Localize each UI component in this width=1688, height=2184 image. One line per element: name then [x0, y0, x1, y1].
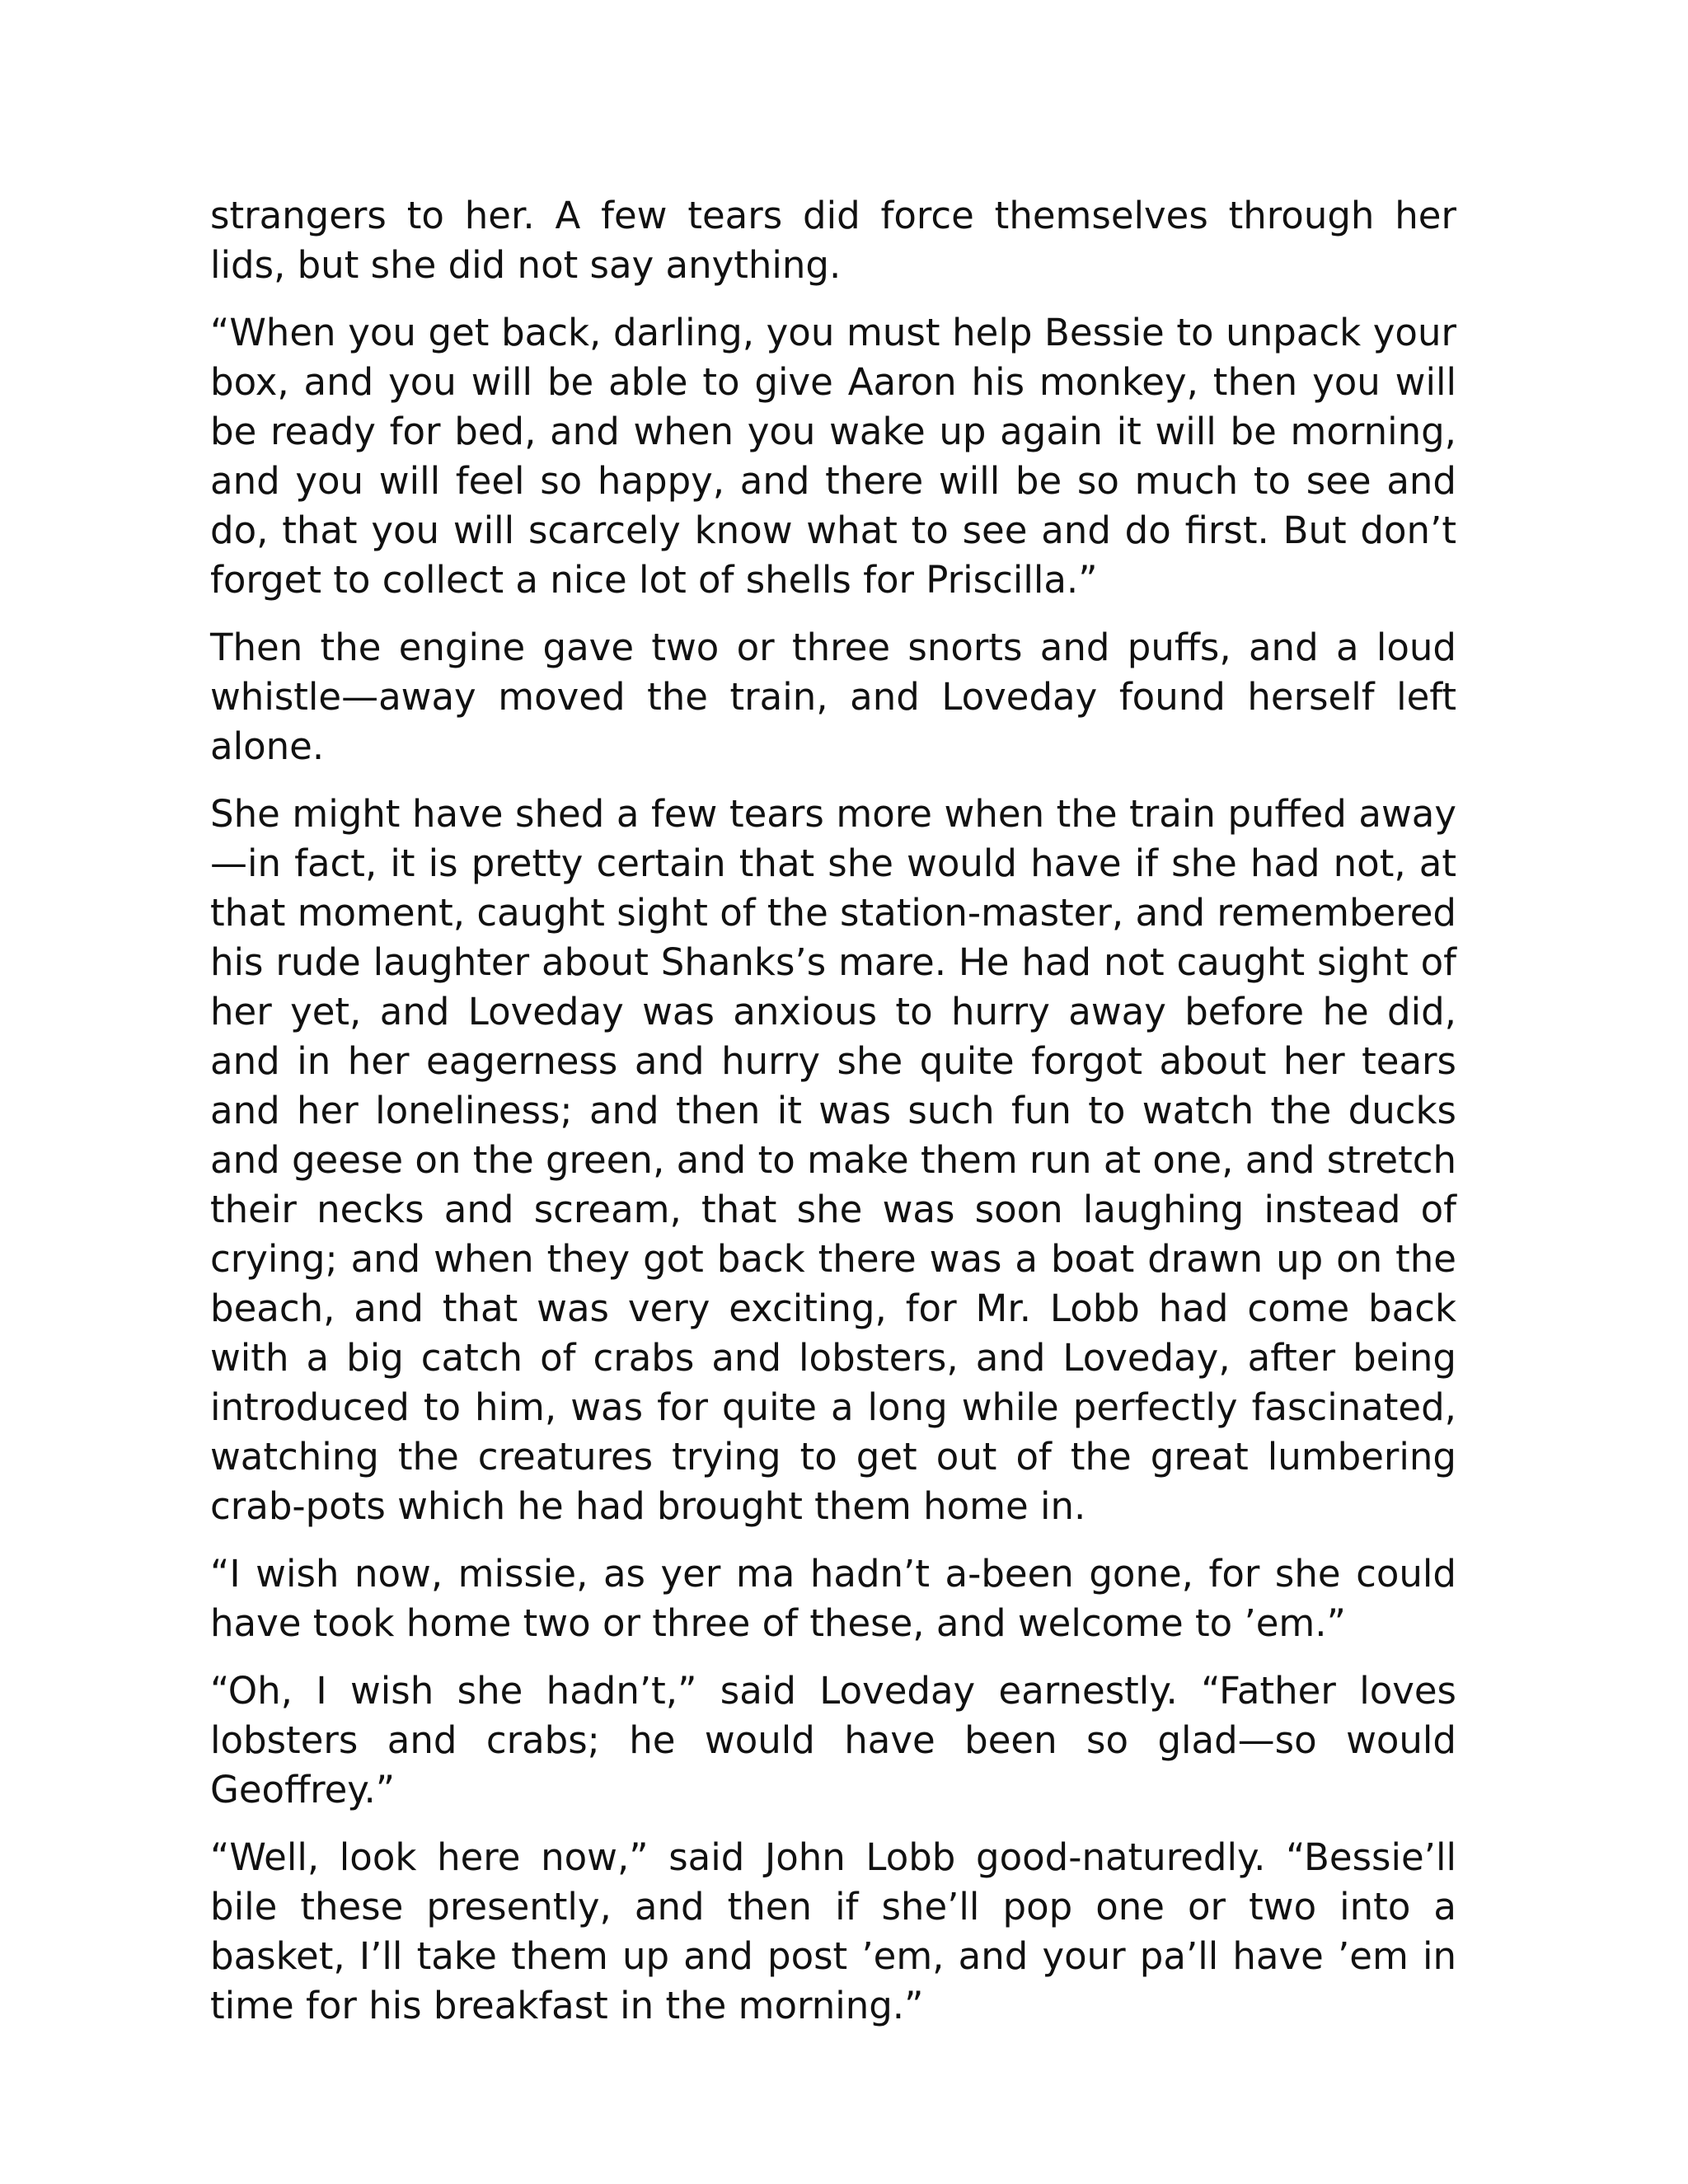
paragraph: strangers to her. A few tears did force themselves through her lids, but she did not say anything. [210, 194, 1456, 287]
paragraph: She might have shed a few tears more when the train puffed away—in fact, it is pretty certain that she would have if she had not, at that moment, caught sight of the station-master, and remembered his rude laughter about Shanks’s mare. He had not caught sight of her yet, and Loveday was anxious to hurry away before he did, and in her eagerness and hurry she quite forgot about her tears and her loneliness; and then it was such fun to watch the ducks and geese on the green, and to make them run at one, and stretch their necks and scream, that she was soon laughing instead of crying; and when they got back there was a boat drawn up on the beach, and that was very exciting, for Mr. Lobb had come back with a big catch of crabs and lobsters, and Loveday, after being introduced to him, was for quite a long while perfectly fascinated, watching the creatures trying to get out of the great lumbering crab-pots which he had brought them home in. [210, 792, 1456, 1528]
paragraph: “Well, look here now,” said John Lobb good-naturedly. “Bessie’ll bile these presently, and then if she’ll pop one or two into a basket, I’ll take them up and post ’em, and your pa’ll have ’em in time for his breakfast in the morning.” [210, 1835, 1456, 2027]
page-body-text [210, 191, 1456, 2049]
paragraph: “I wish now, missie, as yer ma hadn’t a-been gone, for she could have took home two or three of these, and welcome to ’em.” [210, 1552, 1456, 1645]
paragraph: “Oh, I wish she hadn’t,” said Loveday earnestly. “Father loves lobsters and crabs; he would have been so glad—so would Geoffrey.” [210, 1669, 1456, 1811]
paragraph: “When you get back, darling, you must help Bessie to unpack your box, and you will be able to give Aaron his monkey, then you will be ready for bed, and when you wake up again it will be morning, and you will feel so happy, and there will be so much to see and do, that you will scarcely know what to see and do first. But don’t forget to collect a nice lot of shells for Priscilla.” [210, 311, 1456, 602]
paragraph: Then the engine gave two or three snorts and puffs, and a loud whistle—away moved the train, and Loveday found herself left alone. [210, 626, 1456, 768]
